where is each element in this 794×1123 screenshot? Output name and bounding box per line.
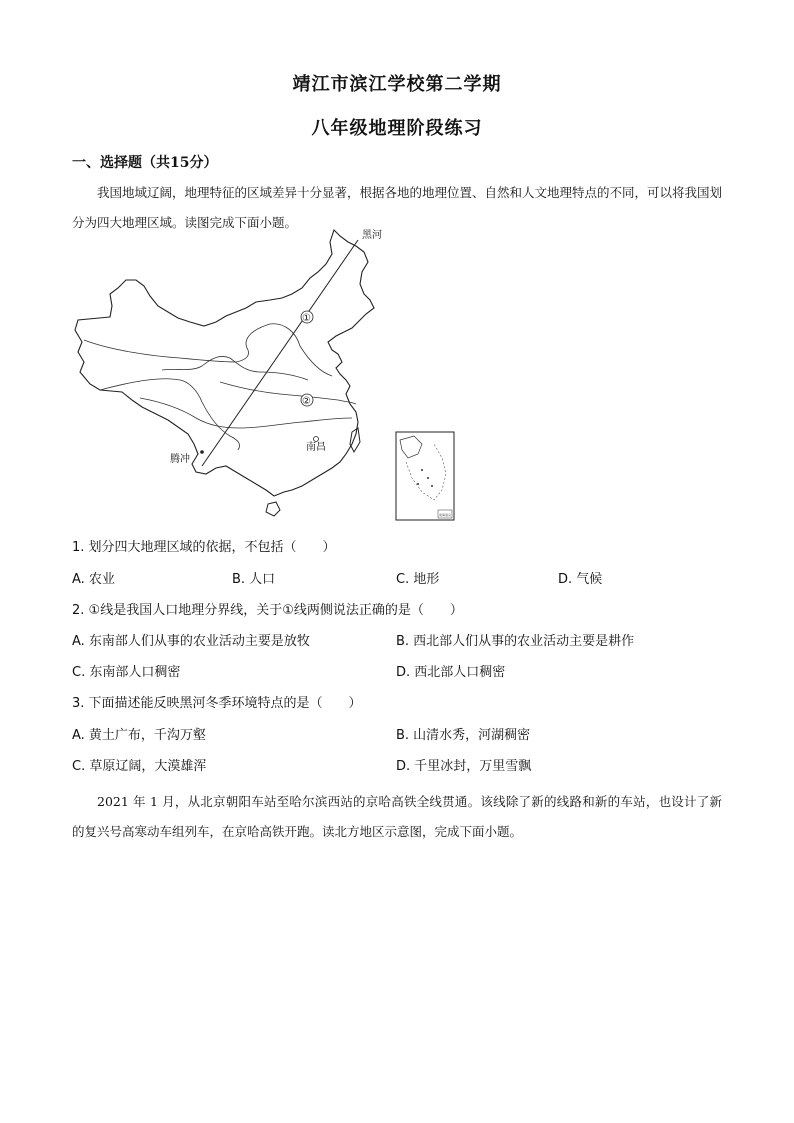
map-label-heihe: 黑河	[362, 230, 382, 241]
question-1-stem: 1. 划分四大地理区域的依据，不包括（ ）	[72, 540, 336, 555]
document-subtitle: 八年级地理阶段练习	[311, 118, 483, 139]
question-3-stem: 3. 下面描述能反映黑河冬季环境特点的是（ ）	[72, 696, 362, 711]
intro-paragraph-2: 2021 年 1 月，从北京朝阳车站至哈尔滨西站的京哈高铁全线贯通。该线除了新的线路和新的车站，也设计了新的复兴号高寒动车组列车，在京哈高铁开跑。读北方地区示意图，完成下面小题。	[72, 794, 722, 839]
china-outline	[75, 230, 374, 496]
question-2-option-a: A. 东南部人们从事的农业活动主要是放牧	[72, 634, 310, 649]
south-china-sea-inset	[396, 432, 454, 520]
question-3-option-d: D. 千里冰封，万里雪飘	[396, 759, 532, 774]
map-label-line2: ②	[302, 396, 311, 407]
tengchong-dot	[200, 450, 204, 454]
taiwan-island	[350, 428, 360, 452]
map-label-nanchang: 南昌	[306, 442, 326, 453]
question-2-stem: 2. ①线是我国人口地理分界线，关于①线两侧说法正确的是（ ）	[72, 603, 463, 618]
hainan-island	[266, 502, 280, 516]
question-1-option-b: B. 人口	[232, 572, 276, 587]
map-label-tengchong: 腾冲	[170, 454, 190, 465]
nanchang-dot	[314, 437, 319, 442]
intro-paragraph-1: 我国地域辽阔，地理特征的区域差异十分显著，根据各地的地理位置、自然和人文地理特点的不同，可以将我国划分为四大地理区域。读图完成下面小题。	[72, 185, 723, 230]
map-label-line1: ①	[302, 313, 311, 324]
question-3-option-a: A. 黄土广布，千沟万壑	[72, 728, 206, 743]
question-2-option-d: D. 西北部人口稠密	[396, 665, 506, 680]
heihe-tengchong-line	[202, 240, 358, 466]
section-heading: 一、选择题（共15分）	[72, 155, 218, 171]
region-boundary-qinling	[220, 382, 356, 404]
question-2-option-b: B. 西北部人们从事的农业活动主要是耕作	[396, 634, 635, 649]
yellow-river	[162, 356, 308, 380]
inset-caption: 南海诸岛	[439, 513, 452, 517]
question-3-option-c: C. 草原辽阔，大漠雄浑	[72, 759, 207, 774]
region-boundary-qinghai-tibet	[100, 379, 240, 450]
china-map-figure	[70, 222, 465, 527]
question-1-option-a: A. 农业	[72, 572, 115, 587]
question-1-option-d: D. 气候	[558, 572, 603, 587]
document-title: 靖江市滨江学校第二学期	[292, 74, 502, 95]
question-2-option-c: C. 东南部人口稠密	[72, 665, 181, 680]
question-3-option-b: B. 山清水秀，河湖稠密	[396, 728, 531, 743]
question-1-option-c: C. 地形	[396, 572, 440, 587]
